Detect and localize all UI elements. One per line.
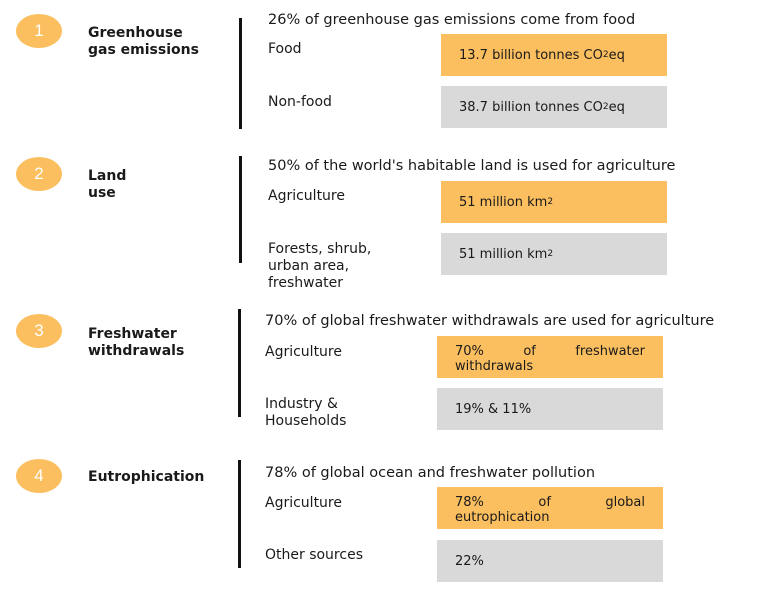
row-label-industry: Industry & Households <box>265 396 347 429</box>
number-badge: 3 <box>16 314 62 348</box>
value-box-forests: 51 million km 2 <box>441 233 667 275</box>
category-label: Freshwater withdrawals <box>88 326 185 359</box>
value-box-industry: 19% & 11% <box>437 388 663 430</box>
row-label-other-sources: Other sources <box>265 547 363 563</box>
value-box-non-food: 38.7 billion tonnes CO 2 eq <box>441 86 667 128</box>
value-box-other-sources: 22% <box>437 540 663 582</box>
divider-line <box>238 309 241 417</box>
value-box-food: 13.7 billion tonnes CO 2 eq <box>441 34 667 76</box>
number-badge: 2 <box>16 157 62 191</box>
category-label: Land use <box>88 168 127 201</box>
value-box-agriculture-eutrophication: 78% of global eutrophication <box>437 487 663 529</box>
section-headline: 26% of greenhouse gas emissions come from food <box>268 12 636 28</box>
row-label-agriculture: Agriculture <box>265 344 342 360</box>
row-label-forests: Forests, shrub, urban area, freshwater <box>268 241 372 291</box>
row-label-agriculture: Agriculture <box>268 188 345 204</box>
section-headline: 78% of global ocean and freshwater pollution <box>265 465 596 481</box>
number-badge: 1 <box>16 14 62 48</box>
number-badge: 4 <box>16 459 62 493</box>
row-label-food: Food <box>268 41 302 57</box>
category-label: Greenhouse gas emissions <box>88 25 199 58</box>
row-label-non-food: Non-food <box>268 94 332 110</box>
value-box-agriculture-land: 51 million km 2 <box>441 181 667 223</box>
row-label-agriculture: Agriculture <box>265 495 342 511</box>
divider-line <box>239 18 242 129</box>
value-box-agriculture-water: 70% of freshwater withdrawals <box>437 336 663 378</box>
divider-line <box>239 156 242 263</box>
category-label: Eutrophication <box>88 469 205 485</box>
section-headline: 50% of the world's habitable land is used for agriculture <box>268 158 676 174</box>
section-headline: 70% of global freshwater withdrawals are used for agriculture <box>265 313 715 329</box>
divider-line <box>238 460 241 568</box>
